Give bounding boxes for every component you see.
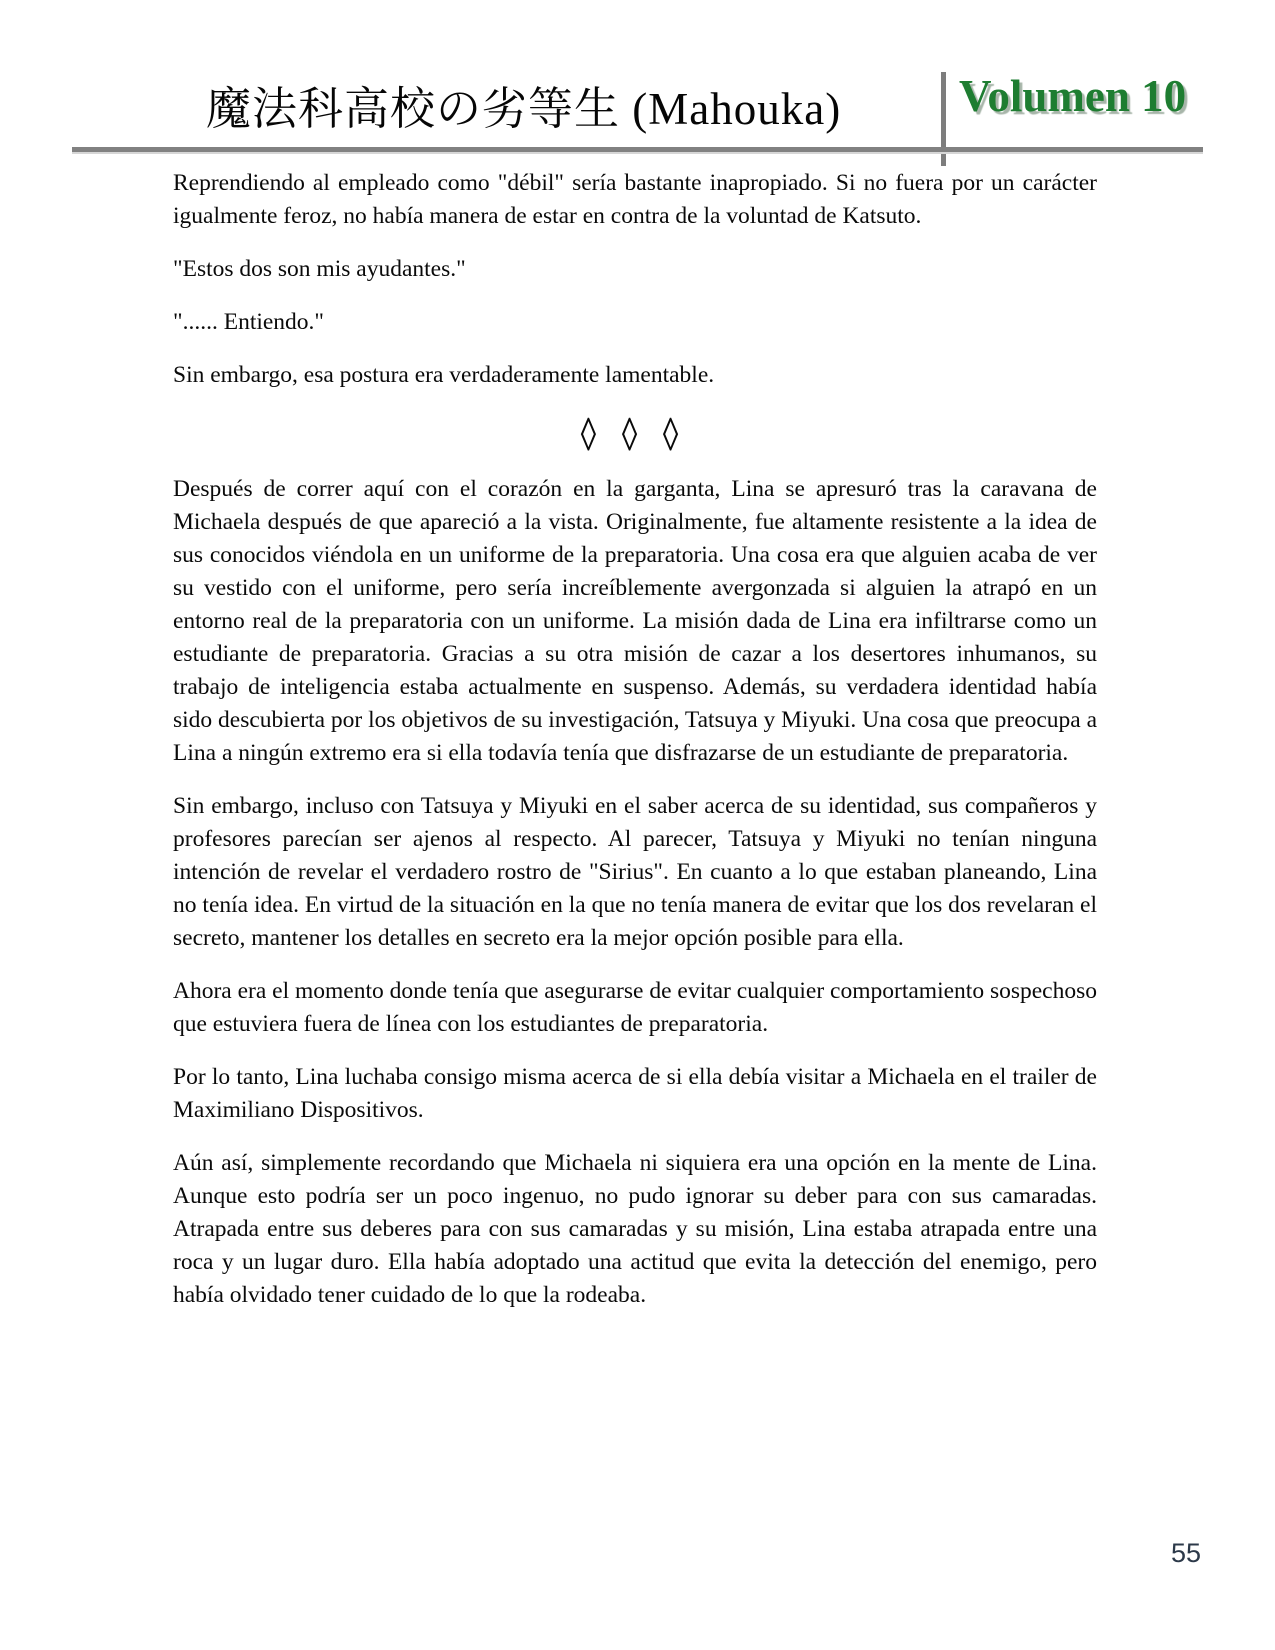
- paragraph: Por lo tanto, Lina luchaba consigo misma acerca de si ella debía visitar a Michaela en el trailer de Maximiliano Dispositivos.: [173, 1064, 1097, 1123]
- paragraph: "...... Entiendo.": [173, 309, 325, 335]
- paragraph: Reprendiendo al empleado como "débil" sería bastante inapropiado. Si no fuera por un carácter igualmente feroz, no había manera de estar en contra de la voluntad de Katsuto.: [173, 170, 1097, 229]
- paragraph: Después de correr aquí con el corazón en la garganta, Lina se apresuró tras la caravana de Michaela después de que apareció a la vista. Originalmente, fue altamente resistente a la idea de sus conocidos viéndola en un uniforme de la preparatoria. Una cosa era que alguien acaba de ver su vestido con el uniforme, pero sería increíblemente avergonzada si alguien la atrapó en un entorno real de la preparatoria con un uniforme. La misión dada de Lina era infiltrarse como un estudiante de preparatoria. Gracias a su otra misión de cazar a los desertores inhumanos, su trabajo de inteligencia estaba actualmente en suspenso. Además, su verdadera identidad había sido descubierta por los objetivos de su investigación, Tatsuya y Miyuki. Una cosa que preocupa a Lina a ningún extremo era si ella todavía tenía que disfrazarse de un estudiante de preparatoria.: [173, 476, 1098, 766]
- body-text: [173, 167, 1097, 1332]
- paragraph: Sin embargo, esa postura era verdaderamente lamentable.: [173, 362, 715, 388]
- series-title: 魔法科高校の劣等生 (Mahouka): [206, 84, 842, 134]
- paragraph: Aún así, simplemente recordando que Michaela ni siquiera era una opción en la mente de Lina. Aunque esto podría ser un poco ingenuo, no pudo ignorar su deber para con sus camaradas. Atrapada entre sus deberes para con sus camaradas y su misión, Lina estaba atrapada entre una roca y un lugar duro. Ella había adoptado una actitud que evita la detección del enemigo, pero había olvidado tener cuidado de lo que la rodeaba.: [173, 1150, 1097, 1308]
- volume-label: Volumen 10: [959, 71, 1187, 121]
- paragraph: Ahora era el momento donde tenía que asegurarse de evitar cualquier comportamiento sospechoso que estuviera fuera de línea con los estudiantes de preparatoria.: [173, 978, 1097, 1037]
- paragraph: "Estos dos son mis ayudantes.": [173, 256, 466, 282]
- scene-divider: [173, 408, 1097, 461]
- page-number: 55: [1171, 1538, 1202, 1568]
- paragraph: Sin embargo, incluso con Tatsuya y Miyuki en el saber acerca de su identidad, sus compañeros y profesores parecían ser ajenos al respecto. Al parecer, Tatsuya y Miyuki no tenían ninguna intención de revelar el verdadero rostro de "Sirius". En cuanto a lo que estaban planeando, Lina no tenía idea. En virtud de la situación en la que no tenía manera de evitar que los dos revelaran el secreto, mantener los detalles en secreto era la mejor opción posible para ella.: [173, 793, 1097, 951]
- diamond-divider-icon: ◊ ◊ ◊: [580, 408, 690, 461]
- header-rule: [72, 147, 1203, 154]
